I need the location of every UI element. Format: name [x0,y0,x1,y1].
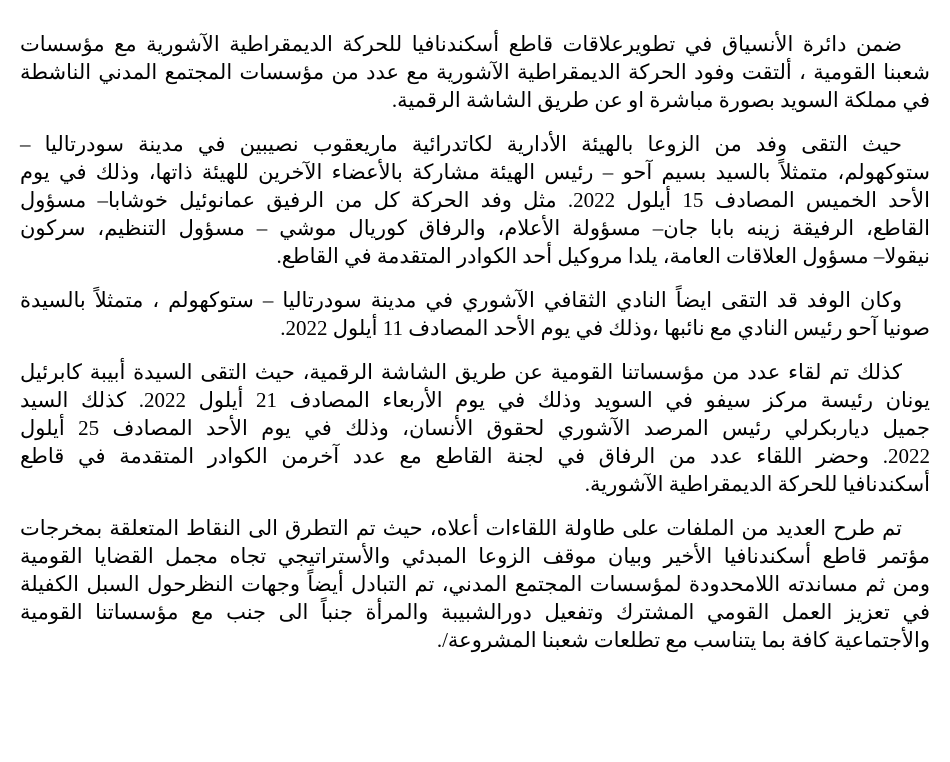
text-line: حيث التقى وفد من الزوعا بالهيئة الأدارية لكاتدرائية ماريعقوب نصيبين في مدينة سودرتاليا – [20,132,902,156]
text-line: الأحد الخميس المصادف 15 أيلول 2022. مثل وفد الحركة كل من الرفيق عمانوئيل خوشابا– مسؤول [20,188,930,212]
paragraph-cultural-club [20,286,930,342]
text-line: نيقولا– مسؤول العلاقات العامة، يلدا مروكيل أحد الكوادر المتقدمة في القاطع. [276,244,930,268]
text-line: في تعزيز العمل القومي المشترك وتفعيل دورالشبيبة والمرأة جنباً الى جنب مع مؤسساتنا القومية [20,600,930,624]
text-line: وكان الوفد قد التقى ايضاً النادي الثقافي الآشوري في مدينة سودرتاليا – ستوكهولم ، متمثلاً بالسيدة [20,288,902,312]
text-line: في مملكة السويد بصورة مباشرة او عن طريق الشاشة الرقمية. [391,88,930,112]
text-line: جميل دياربكرلي رئيس المرصد الآشوري لحقوق الأنسان، وذلك في يوم الأحد المصادف 25 أيلول [20,416,930,440]
paragraph-intro [20,30,930,114]
article-body [20,30,930,670]
text-line: والأجتماعية كافة بما يتناسب مع تطلعات شعبنا المشروعة/. [436,628,930,652]
text-line: ومن ثم مساندته اللامحدودة لمؤسسات المجتمع المدني، تم التبادل أيضاً وجهات النظرحول السبل الكفيلة [20,572,930,596]
text-line: مؤتمر قاطع أسكندنافيا الأخير وبيان موقف الزوعا المبدئي والأستراتيجي تجاه مجمل القضايا القومية [20,544,930,568]
text-line: 2022. وحضر اللقاء عدد من الرفاق في لجنة القاطع مع عدد آخرمن الكوادر المتقدمة في قاطع [20,444,930,468]
text-line: كذلك تم لقاء عدد من مؤسساتنا القومية عن طريق الشاشة الرقمية، حيث التقى السيدة أبيبة كابرئيل [20,360,902,384]
text-line: شعبنا القومية ، ألتقت وفود الحركة الديمقراطية الآشورية مع عدد من مؤسسات المجتمع المدني الناشطة [20,60,930,84]
paragraph-discussion [20,514,930,654]
text-line: تم طرح العديد من الملفات على طاولة اللقاءات أعلاه، حيث تم التطرق الى النقاط المتعلقة بمخرجات [20,516,902,540]
paragraph-cathedral-meeting [20,130,930,270]
text-line: ستوكهولم، متمثلاً بالسيد بسيم آحو – رئيس الهيئة مشاركة بالأعضاء الآخرين للهيئة ذاتها، وذلك في يوم [20,160,930,184]
text-line: القاطع، الرفيقة زينه بابا جان– مسؤولة الأعلام، والرفاق كوريال موشي – مسؤول التنظيم، سركون [20,216,930,240]
text-line: ضمن دائرة الأنسياق في تطويرعلاقات قاطع أسكندنافيا للحركة الديمقراطية الآشورية مع مؤسسات [20,32,902,56]
paragraph-digital-meetings [20,358,930,498]
text-line: أسكندنافيا للحركة الديمقراطية الآشورية. [584,472,930,496]
text-line: يونان رئيسة مركز سيفو في السويد وذلك في يوم الأربعاء المصادف 21 أيلول 2022. كذلك السيد [20,388,930,412]
text-line: صونيا آحو رئيس النادي مع نائبها ،وذلك في يوم الأحد المصادف 11 أيلول 2022. [280,316,930,340]
